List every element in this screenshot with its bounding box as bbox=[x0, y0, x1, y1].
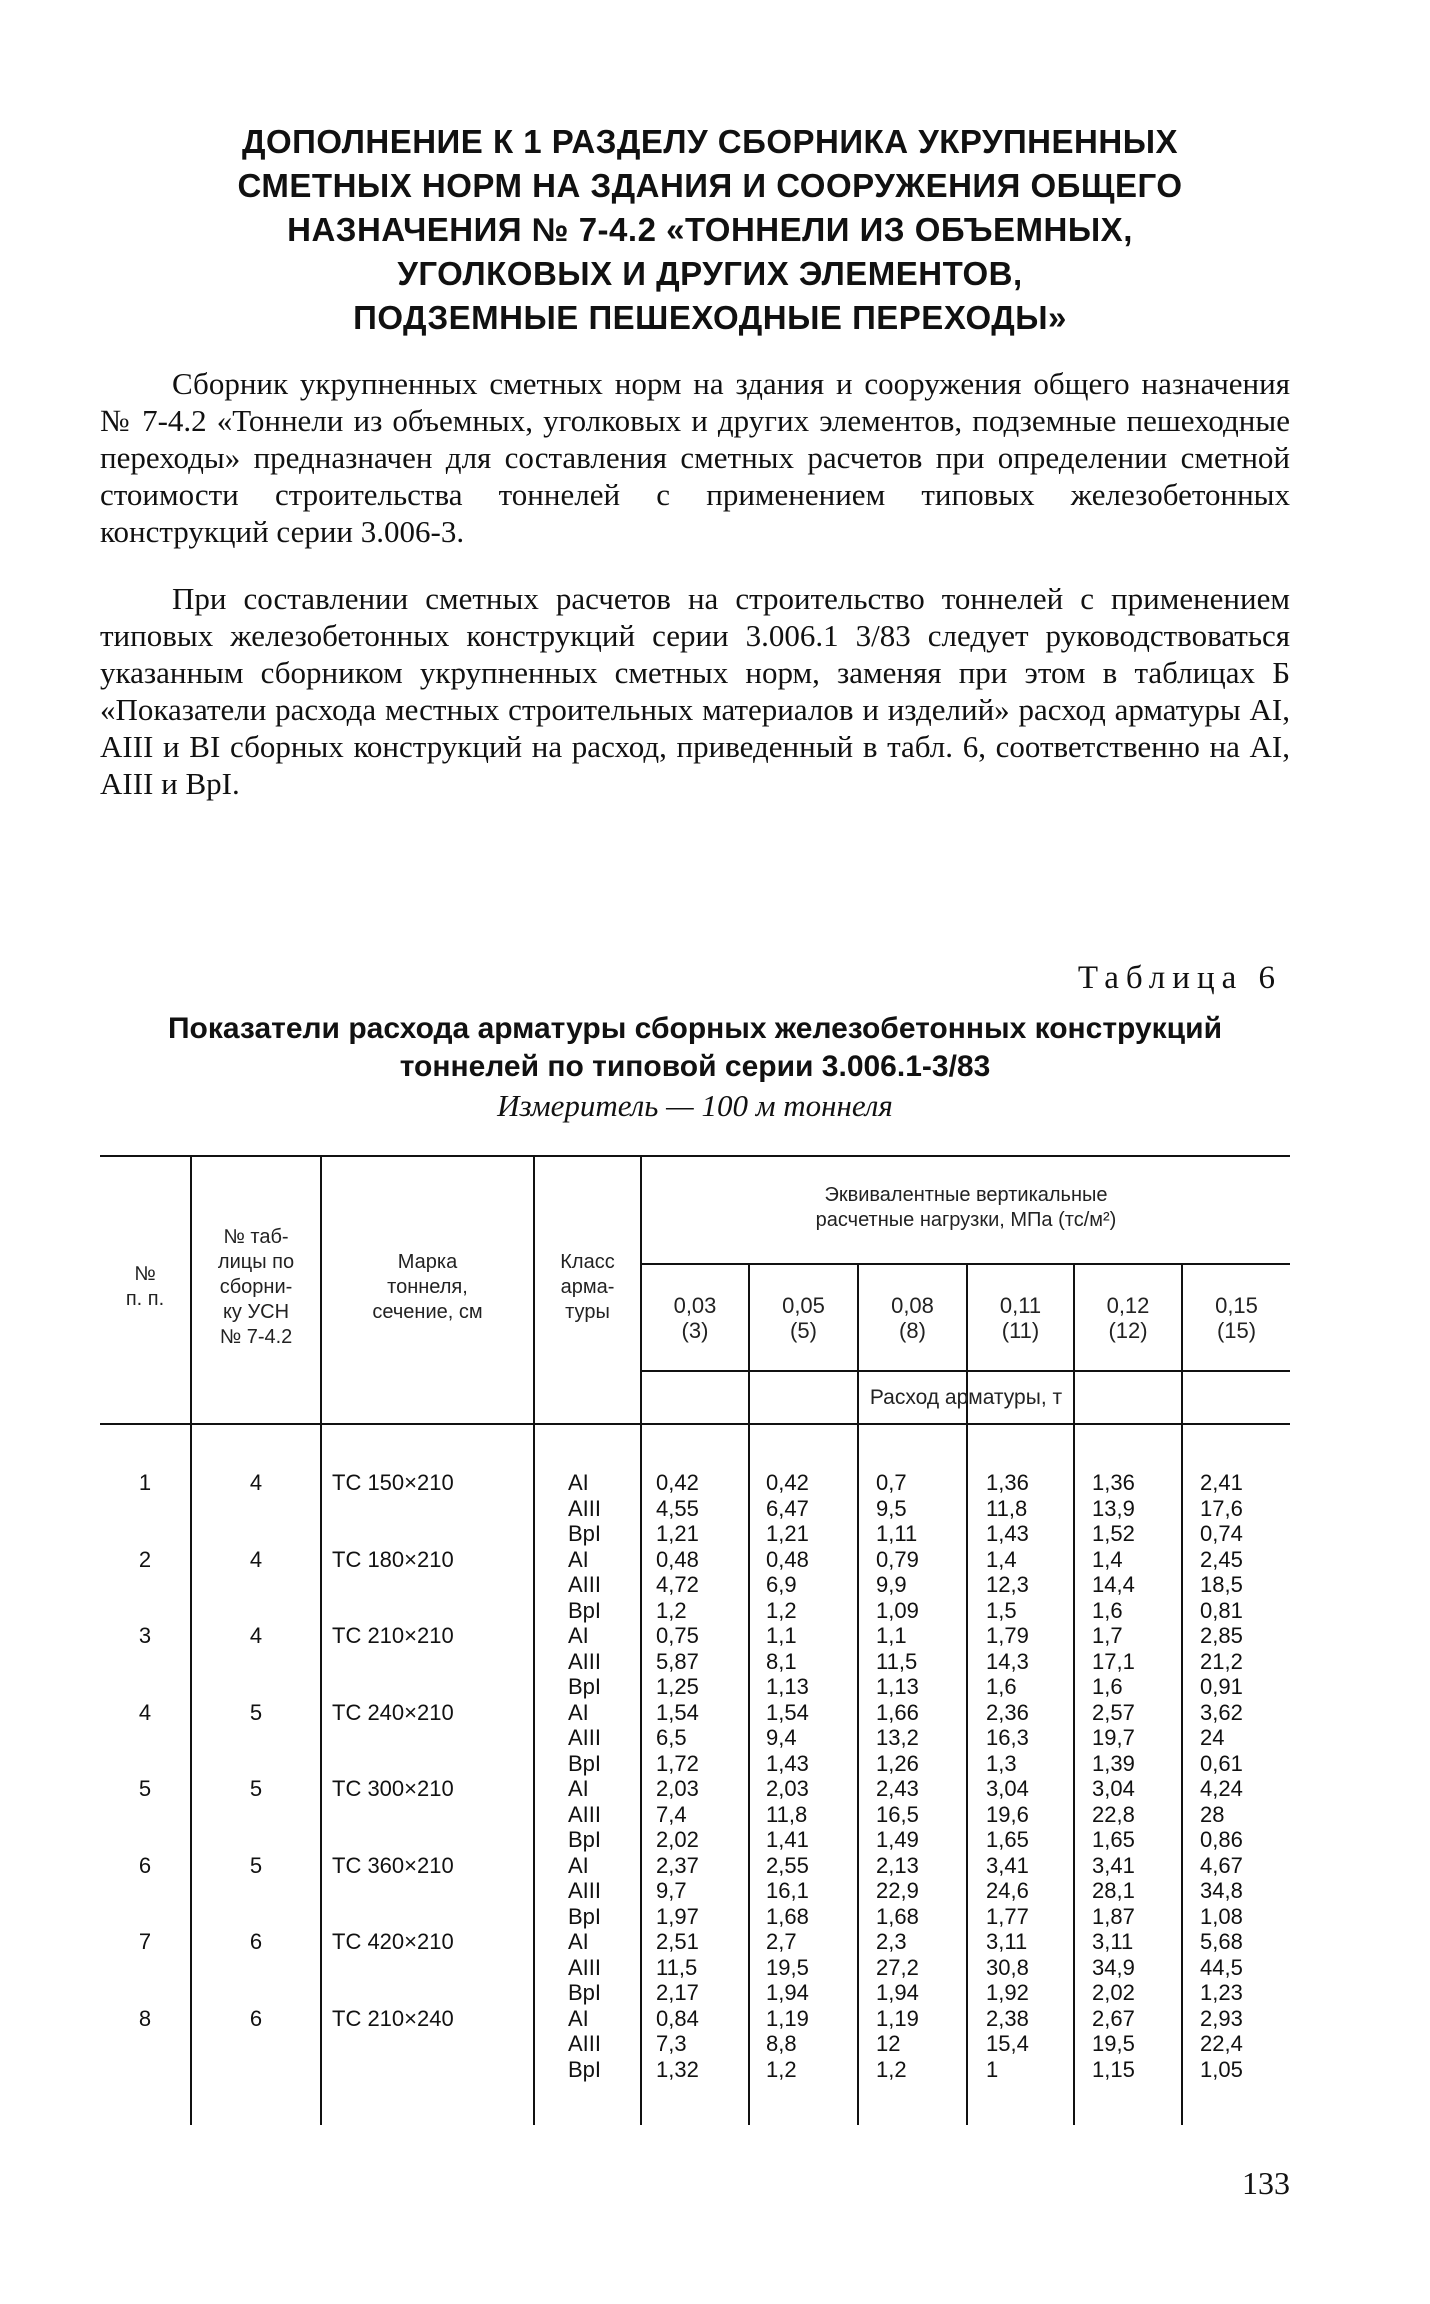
row-value: 1 bbox=[986, 2056, 999, 2082]
row-value: 2,38 bbox=[986, 2005, 1029, 2031]
row-number: 4 bbox=[138, 1699, 152, 1725]
row-value: 0,91 bbox=[1200, 1674, 1243, 1699]
row-value: 1,36 bbox=[1092, 1470, 1135, 1495]
row-value: 1,09 bbox=[876, 1597, 919, 1623]
row-table-ref: 4 bbox=[249, 1623, 263, 1648]
row-value: 9,4 bbox=[766, 1725, 797, 1750]
row-value: 2,36 bbox=[986, 1699, 1029, 1725]
row-number: 8 bbox=[138, 2005, 152, 2031]
row-value: 1,2 bbox=[876, 2056, 907, 2082]
row-value: 17,1 bbox=[1092, 1648, 1135, 1674]
row-value: 3,41 bbox=[1092, 1852, 1135, 1878]
row-value: 11,5 bbox=[656, 1954, 698, 1980]
row-value: 11,8 bbox=[986, 1495, 1028, 1521]
row-value: 1,15 bbox=[1092, 2056, 1135, 2082]
row-value: 1,94 bbox=[876, 1980, 919, 2005]
row-value: 2,03 bbox=[656, 1776, 699, 1801]
row-value: 1,36 bbox=[986, 1470, 1029, 1495]
row-value: 1,52 bbox=[1092, 1521, 1135, 1546]
row-value: 4,67 bbox=[1200, 1852, 1243, 1878]
row-value: 1,43 bbox=[766, 1750, 809, 1776]
row-class: BpI bbox=[568, 1521, 602, 1546]
row-value: 1,3 bbox=[986, 1750, 1017, 1776]
row-value: 2,55 bbox=[766, 1852, 809, 1878]
row-value: 1,54 bbox=[656, 1699, 699, 1725]
row-number: 1 bbox=[138, 1470, 152, 1495]
row-mark: ТС 300×210 bbox=[332, 1776, 454, 1801]
row-value: 5,68 bbox=[1200, 1929, 1243, 1954]
loads-values-rule bbox=[640, 1370, 1290, 1372]
row-value: 1,97 bbox=[656, 1903, 699, 1929]
row-class: AIII bbox=[568, 1801, 602, 1827]
row-class: AI bbox=[568, 2005, 589, 2031]
row-value: 12 bbox=[876, 2031, 901, 2056]
row-value: 17,6 bbox=[1200, 1495, 1243, 1521]
row-class: AIII bbox=[568, 2031, 602, 2056]
row-value: 1,79 bbox=[986, 1623, 1029, 1648]
row-value: 11,5 bbox=[876, 1648, 918, 1674]
header-class: Класс арма- туры bbox=[560, 1251, 615, 1323]
row-value: 13,2 bbox=[876, 1725, 919, 1750]
row-table-ref: 4 bbox=[249, 1546, 263, 1572]
row-class: BpI bbox=[568, 1750, 602, 1776]
row-class: AI bbox=[568, 1852, 589, 1878]
row-value: 0,48 bbox=[656, 1546, 699, 1572]
row-value: 2,17 bbox=[656, 1980, 699, 2005]
header-load-5: 0,12 (12) bbox=[1106, 1293, 1150, 1343]
row-value: 1,26 bbox=[876, 1750, 919, 1776]
row-value: 0,75 bbox=[656, 1623, 699, 1648]
title-line: ДОПОЛНЕНИЕ К 1 РАЗДЕЛУ СБОРНИКА УКРУПНЕННЫХ bbox=[241, 123, 1179, 160]
row-class: AIII bbox=[568, 1878, 602, 1903]
row-value: 1,72 bbox=[656, 1750, 699, 1776]
row-value: 12,3 bbox=[986, 1572, 1029, 1597]
row-value: 1,5 bbox=[986, 1597, 1017, 1623]
row-value: 1,4 bbox=[1092, 1546, 1123, 1572]
row-class: BpI bbox=[568, 1674, 602, 1699]
row-value: 7,4 bbox=[656, 1801, 687, 1827]
row-value: 0,48 bbox=[766, 1546, 809, 1572]
row-value: 1,2 bbox=[656, 1597, 687, 1623]
row-value: 1,77 bbox=[986, 1903, 1029, 1929]
table-label: Таблица 6 bbox=[1077, 960, 1282, 996]
row-value: 28 bbox=[1200, 1801, 1225, 1827]
row-value: 2,41 bbox=[1200, 1470, 1243, 1495]
row-value: 0,74 bbox=[1200, 1521, 1243, 1546]
row-value: 1,68 bbox=[876, 1903, 919, 1929]
row-value: 1,05 bbox=[1200, 2056, 1243, 2082]
row-value: 2,7 bbox=[766, 1929, 797, 1954]
row-value: 1,41 bbox=[766, 1827, 809, 1852]
row-mark: ТС 210×210 bbox=[332, 1623, 454, 1648]
row-table-ref: 5 bbox=[249, 1699, 263, 1725]
row-value: 1,13 bbox=[876, 1674, 919, 1699]
row-value: 1,2 bbox=[766, 1597, 797, 1623]
page-title bbox=[140, 120, 1280, 340]
row-value: 28,1 bbox=[1092, 1878, 1135, 1903]
row-value: 6,47 bbox=[766, 1495, 809, 1521]
row-mark: ТС 420×210 bbox=[332, 1929, 454, 1954]
row-value: 3,04 bbox=[986, 1776, 1029, 1801]
row-value: 1,6 bbox=[1092, 1597, 1123, 1623]
header-table-ref: № таб- лицы по сборни- ку УСН № 7-4.2 bbox=[217, 1226, 295, 1348]
row-value: 4,55 bbox=[656, 1495, 699, 1521]
row-value: 2,13 bbox=[876, 1852, 919, 1878]
row-value: 9,9 bbox=[876, 1572, 907, 1597]
intro-paragraph-2 bbox=[100, 580, 1290, 802]
row-class: AIII bbox=[568, 1495, 602, 1521]
header-load-1: 0,03 (3) bbox=[673, 1293, 717, 1343]
row-value: 1,43 bbox=[986, 1521, 1029, 1546]
row-value: 21,2 bbox=[1200, 1648, 1243, 1674]
row-class: AI bbox=[568, 1470, 589, 1495]
row-value: 1,21 bbox=[656, 1521, 699, 1546]
row-value: 0,84 bbox=[656, 2005, 699, 2031]
row-value: 5,87 bbox=[656, 1648, 699, 1674]
title-line: УГОЛКОВЫХ И ДРУГИХ ЭЛЕМЕНТОВ, bbox=[397, 255, 1023, 292]
header-num: № п. п. bbox=[125, 1263, 165, 1310]
row-value: 2,3 bbox=[876, 1929, 907, 1954]
row-value: 2,93 bbox=[1200, 2005, 1243, 2031]
row-value: 8,1 bbox=[766, 1648, 797, 1674]
paragraph-text: При составлении сметных расчетов на строительство тоннелей с применением типовых железобетонных конструкций серии 3.006.1 3/83 следует руководствоваться указанным сборником укрупненных сметных норм, заменяя при этом в таблицах Б «Показатели расхода местных строительных материалов и изделий» расход арматуры AI, AIII и BI сборных конструкций на расход, приведенный в табл. 6, соответственно на AI, AIII и BpI. bbox=[100, 581, 1290, 801]
row-value: 2,57 bbox=[1092, 1699, 1135, 1725]
row-value: 0,42 bbox=[656, 1470, 699, 1495]
row-value: 16,3 bbox=[986, 1725, 1029, 1750]
row-value: 24 bbox=[1200, 1725, 1225, 1750]
row-value: 19,5 bbox=[1092, 2031, 1135, 2056]
row-table-ref: 4 bbox=[249, 1470, 263, 1495]
row-value: 19,7 bbox=[1092, 1725, 1135, 1750]
row-value: 4,24 bbox=[1200, 1776, 1243, 1801]
row-mark: ТС 180×210 bbox=[332, 1546, 454, 1572]
table-title bbox=[100, 1010, 1290, 1086]
row-table-ref: 6 bbox=[249, 2005, 263, 2031]
row-value: 1,11 bbox=[876, 1521, 918, 1546]
row-value: 7,3 bbox=[656, 2031, 687, 2056]
row-class: AI bbox=[568, 1623, 589, 1648]
row-value: 1,19 bbox=[876, 2005, 919, 2031]
row-number: 6 bbox=[138, 1852, 152, 1878]
row-value: 22,8 bbox=[1092, 1801, 1135, 1827]
row-value: 2,02 bbox=[656, 1827, 699, 1852]
row-value: 9,7 bbox=[656, 1878, 687, 1903]
header-mark: Марка тоннеля, сечение, см bbox=[372, 1251, 483, 1323]
row-value: 3,11 bbox=[986, 1929, 1028, 1954]
table-top-rule bbox=[100, 1155, 1290, 1157]
row-value: 1,92 bbox=[986, 1980, 1029, 2005]
row-value: 2,37 bbox=[656, 1852, 699, 1878]
row-class: AI bbox=[568, 1699, 589, 1725]
row-value: 2,67 bbox=[1092, 2005, 1135, 2031]
row-number: 5 bbox=[138, 1776, 152, 1801]
row-value: 0,79 bbox=[876, 1546, 919, 1572]
row-value: 15,4 bbox=[986, 2031, 1029, 2056]
row-value: 1,94 bbox=[766, 1980, 809, 2005]
row-value: 34,9 bbox=[1092, 1954, 1135, 1980]
row-value: 1,6 bbox=[1092, 1674, 1123, 1699]
row-mark: ТС 360×210 bbox=[332, 1852, 454, 1878]
row-value: 13,9 bbox=[1092, 1495, 1135, 1521]
header-load-3: 0,08 (8) bbox=[891, 1293, 934, 1343]
row-class: AI bbox=[568, 1929, 589, 1954]
row-value: 2,51 bbox=[656, 1929, 699, 1954]
row-value: 1,66 bbox=[876, 1699, 919, 1725]
row-value: 16,1 bbox=[766, 1878, 809, 1903]
row-number: 3 bbox=[138, 1623, 152, 1648]
row-class: BpI bbox=[568, 1980, 602, 2005]
row-number: 2 bbox=[138, 1546, 152, 1572]
row-table-ref: 5 bbox=[249, 1776, 263, 1801]
row-value: 3,04 bbox=[1092, 1776, 1135, 1801]
row-class: AIII bbox=[568, 1954, 602, 1980]
row-value: 2,45 bbox=[1200, 1546, 1243, 1572]
title-line: СМЕТНЫХ НОРМ НА ЗДАНИЯ И СООРУЖЕНИЯ ОБЩЕГО bbox=[237, 167, 1183, 204]
row-class: BpI bbox=[568, 2056, 602, 2082]
row-value: 2,03 bbox=[766, 1776, 809, 1801]
title-line: НАЗНАЧЕНИЯ № 7-4.2 «ТОННЕЛИ ИЗ ОБЪЕМНЫХ, bbox=[287, 211, 1133, 248]
header-load-2: 0,05 (5) bbox=[782, 1293, 825, 1343]
row-value: 4,72 bbox=[656, 1572, 699, 1597]
row-value: 6,9 bbox=[766, 1572, 797, 1597]
row-mark: ТС 150×210 bbox=[332, 1470, 454, 1495]
row-class: AIII bbox=[568, 1572, 602, 1597]
row-value: 2,02 bbox=[1092, 1980, 1135, 2005]
row-value: 44,5 bbox=[1200, 1954, 1243, 1980]
row-value: 1,6 bbox=[986, 1674, 1017, 1699]
row-value: 1,1 bbox=[766, 1623, 797, 1648]
table-title-line: Показатели расхода арматуры сборных железобетонных конструкций bbox=[167, 1012, 1223, 1045]
row-class: BpI bbox=[568, 1597, 602, 1623]
intro-paragraph-1 bbox=[100, 365, 1290, 550]
row-value: 1,25 bbox=[656, 1674, 699, 1699]
header-bottom-rule bbox=[100, 1423, 1290, 1425]
row-value: 3,41 bbox=[986, 1852, 1029, 1878]
row-class: AIII bbox=[568, 1648, 602, 1674]
row-value: 1,49 bbox=[876, 1827, 919, 1852]
row-mark: ТС 240×210 bbox=[332, 1699, 454, 1725]
row-value: 9,5 bbox=[876, 1495, 907, 1521]
row-value: 14,3 bbox=[986, 1648, 1029, 1674]
row-value: 24,6 bbox=[986, 1878, 1029, 1903]
row-value: 1,65 bbox=[1092, 1827, 1135, 1852]
row-value: 22,9 bbox=[876, 1878, 919, 1903]
row-value: 1,13 bbox=[766, 1674, 809, 1699]
row-value: 2,85 bbox=[1200, 1623, 1243, 1648]
row-value: 0,7 bbox=[876, 1470, 907, 1495]
row-table-ref: 6 bbox=[249, 1929, 263, 1954]
row-value: 27,2 bbox=[876, 1954, 919, 1980]
row-value: 30,8 bbox=[986, 1954, 1029, 1980]
row-value: 1,19 bbox=[766, 2005, 809, 2031]
row-value: 6,5 bbox=[656, 1725, 687, 1750]
header-loads-group: Эквивалентные вертикальные расчетные нагрузки, МПа (тс/м²) bbox=[815, 1184, 1117, 1231]
row-value: 19,6 bbox=[986, 1801, 1029, 1827]
row-value: 0,86 bbox=[1200, 1827, 1243, 1852]
row-value: 1,21 bbox=[766, 1521, 809, 1546]
row-value: 1,23 bbox=[1200, 1980, 1243, 2005]
row-value: 14,4 bbox=[1092, 1572, 1135, 1597]
loads-group-rule bbox=[640, 1263, 1290, 1265]
row-value: 18,5 bbox=[1200, 1572, 1243, 1597]
row-table-ref: 5 bbox=[249, 1852, 263, 1878]
row-value: 1,2 bbox=[766, 2056, 797, 2082]
row-value: 3,62 bbox=[1200, 1699, 1243, 1725]
row-value: 0,61 bbox=[1200, 1750, 1243, 1776]
row-value: 1,7 bbox=[1092, 1623, 1123, 1648]
row-value: 1,4 bbox=[986, 1546, 1017, 1572]
row-mark: ТС 210×240 bbox=[332, 2005, 454, 2031]
row-class: AI bbox=[568, 1776, 589, 1801]
header-load-4: 0,11 (11) bbox=[999, 1293, 1042, 1343]
title-line: ПОДЗЕМНЫЕ ПЕШЕХОДНЫЕ ПЕРЕХОДЫ» bbox=[353, 299, 1067, 336]
header-consumption: Расход арматуры, т bbox=[869, 1386, 1063, 1409]
row-value: 1,65 bbox=[986, 1827, 1029, 1852]
row-value: 19,5 bbox=[766, 1954, 809, 1980]
row-value: 34,8 bbox=[1200, 1878, 1243, 1903]
row-value: 0,81 bbox=[1200, 1597, 1243, 1623]
row-value: 1,1 bbox=[876, 1623, 907, 1648]
header-load-6: 0,15 (15) bbox=[1215, 1293, 1258, 1343]
row-value: 11,8 bbox=[766, 1801, 808, 1827]
row-value: 1,68 bbox=[766, 1903, 809, 1929]
row-value: 0,42 bbox=[766, 1470, 809, 1495]
row-value: 22,4 bbox=[1200, 2031, 1243, 2056]
row-class: BpI bbox=[568, 1903, 602, 1929]
row-class: BpI bbox=[568, 1827, 602, 1852]
row-value: 1,32 bbox=[656, 2056, 699, 2082]
row-value: 1,39 bbox=[1092, 1750, 1135, 1776]
row-value: 2,43 bbox=[876, 1776, 919, 1801]
row-class: AIII bbox=[568, 1725, 602, 1750]
row-class: AI bbox=[568, 1546, 589, 1572]
row-number: 7 bbox=[138, 1929, 152, 1954]
row-value: 8,8 bbox=[766, 2031, 797, 2056]
table-title-line: тоннелей по типовой серии 3.006.1-3/83 bbox=[399, 1050, 991, 1083]
table-unit: Измеритель — 100 м тоннеля bbox=[497, 1088, 893, 1123]
row-value: 16,5 bbox=[876, 1801, 919, 1827]
page-number: 133 bbox=[1242, 2165, 1290, 2201]
row-value: 1,08 bbox=[1200, 1903, 1243, 1929]
paragraph-text: Сборник укрупненных сметных норм на здания и сооружения общего назначения № 7-4.2 «Тоннели из объемных, уголковых и других элементов, подземные пешеходные переходы» предназначен для составления сметных расчетов при определении сметной стоимости строительства тоннелей с применением типовых железобетонных конструкций серии 3.006-3. bbox=[100, 366, 1290, 549]
row-value: 1,54 bbox=[766, 1699, 809, 1725]
row-value: 3,11 bbox=[1092, 1929, 1134, 1954]
row-value: 1,87 bbox=[1092, 1903, 1135, 1929]
